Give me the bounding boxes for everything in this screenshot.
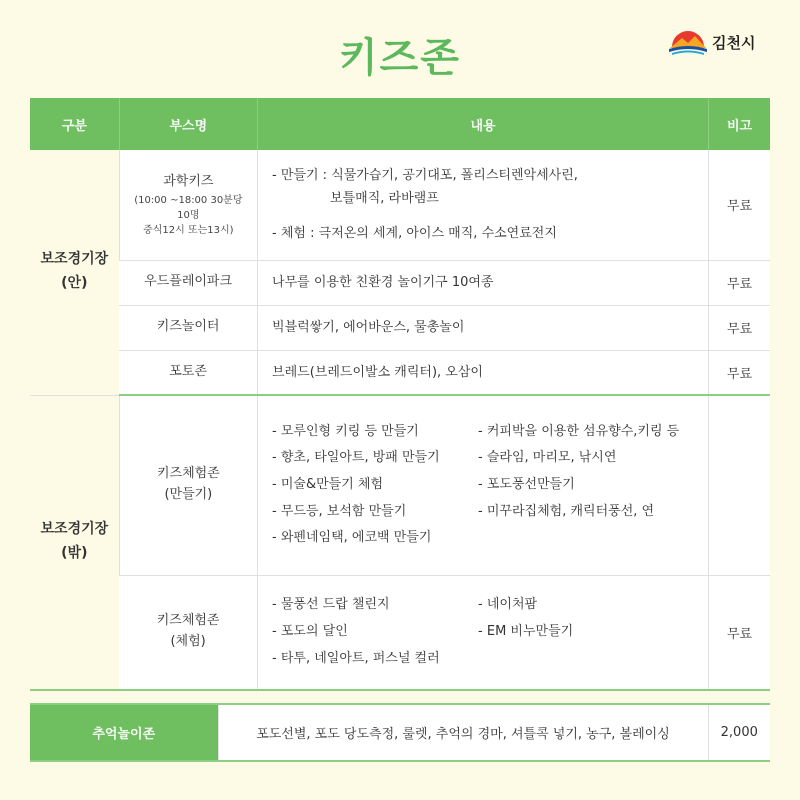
booth-sublabel: (체험) xyxy=(170,634,206,650)
memory-zone-note: 2,000 xyxy=(708,704,770,761)
list-item: - 포도풍선만들기 xyxy=(478,476,575,492)
list-item: - 네이처팜 xyxy=(478,597,538,613)
list-item: - 물풍선 드랍 챌린지 xyxy=(272,597,390,613)
gimcheon-logo-icon xyxy=(668,25,708,59)
logo-text: 김천시 xyxy=(712,33,756,52)
booth-name: 과학키즈 xyxy=(163,173,214,189)
note-exp-make xyxy=(709,395,770,575)
table-row xyxy=(30,575,770,690)
booth-name: 키즈체험존 xyxy=(156,466,220,482)
list-item: - 커피박을 이용한 섬유향수,키링 등 xyxy=(478,423,680,439)
booth-name: 키즈체험존 xyxy=(156,613,220,629)
list-item: - 슬라임, 마리모, 낚시연 xyxy=(478,450,617,466)
memory-zone-content: 포도선별, 포도 당도측정, 룰렛, 추억의 경마, 셔틀콕 넣기, 농구, 볼레이싱 xyxy=(218,704,708,761)
note-photo: 무료 xyxy=(709,350,770,395)
content-exp-make xyxy=(258,395,709,575)
content-line: 보틀매직, 라바램프 xyxy=(330,191,439,207)
header-category: 구분 xyxy=(30,98,119,150)
note-science: 무료 xyxy=(709,150,770,260)
booth-exp-make xyxy=(119,395,257,575)
table-row xyxy=(30,150,770,260)
list-item: - 와펜네임택, 에코백 만들기 xyxy=(272,530,432,546)
page-title: 키즈존 xyxy=(339,35,461,81)
table-row xyxy=(30,350,770,395)
booth-play: 키즈놀이터 xyxy=(119,305,257,350)
booth-time-note: 중식12시 또는13시) xyxy=(143,224,234,236)
content-photo: 브레드(브레드이발소 캐릭터), 오삼이 xyxy=(258,350,709,395)
booth-table xyxy=(30,98,770,691)
area-sublabel: (안) xyxy=(61,275,88,292)
city-logo xyxy=(668,24,778,60)
note-exp-exp: 무료 xyxy=(709,575,770,690)
area-inside xyxy=(30,150,119,395)
area-outside xyxy=(30,395,119,690)
memory-zone-label: 추억놀이존 xyxy=(30,704,218,761)
list-item: - 모루인형 키링 등 만들기 xyxy=(272,423,419,439)
booth-wood: 우드플레이파크 xyxy=(119,260,257,305)
content-exp-exp xyxy=(258,575,709,690)
content-play: 빅블럭쌓기, 에어바운스, 물총놀이 xyxy=(258,305,709,350)
list-item: - 향초, 타일아트, 방패 만들기 xyxy=(272,450,440,466)
header-booth: 부스명 xyxy=(119,98,257,150)
header-content: 내용 xyxy=(258,98,709,150)
area-label: 보조경기장 xyxy=(40,521,109,538)
memory-zone-table xyxy=(30,703,770,762)
table-row xyxy=(30,704,770,761)
list-item: - 무드등, 보석함 만들기 xyxy=(272,503,407,519)
note-play: 무료 xyxy=(709,305,770,350)
booth-exp-exp xyxy=(119,575,257,690)
table-row xyxy=(30,305,770,350)
content-line: - 체험 : 극저온의 세계, 아이스 매직, 수소연료전지 xyxy=(272,226,557,242)
content-line: - 만들기 : 식물가습기, 공기대포, 폴리스티렌악세사린, xyxy=(272,167,578,183)
table-row xyxy=(30,395,770,575)
table-row xyxy=(30,260,770,305)
content-wood: 나무를 이용한 친환경 놀이기구 10여종 xyxy=(258,260,709,305)
content-science xyxy=(258,150,709,260)
booth-photo: 포토존 xyxy=(119,350,257,395)
area-sublabel: (밖) xyxy=(61,545,88,562)
header-note: 비고 xyxy=(709,98,770,150)
list-item: - EM 비누만들기 xyxy=(478,623,574,639)
list-item: - 포도의 달인 xyxy=(272,623,348,639)
list-item: - 미술&만들기 체험 xyxy=(272,476,384,492)
booth-sublabel: (만들기) xyxy=(164,487,213,503)
booth-time: (10:00 ~18:00 30분당 10명 xyxy=(134,194,243,221)
area-label: 보조경기장 xyxy=(40,251,109,268)
list-item: - 타투, 네일아트, 퍼스널 컬러 xyxy=(272,650,440,666)
booth-science xyxy=(119,150,257,260)
note-wood: 무료 xyxy=(709,260,770,305)
table-header-row xyxy=(30,98,770,150)
list-item: - 미꾸라집체험, 캐릭터풍선, 연 xyxy=(478,503,655,519)
